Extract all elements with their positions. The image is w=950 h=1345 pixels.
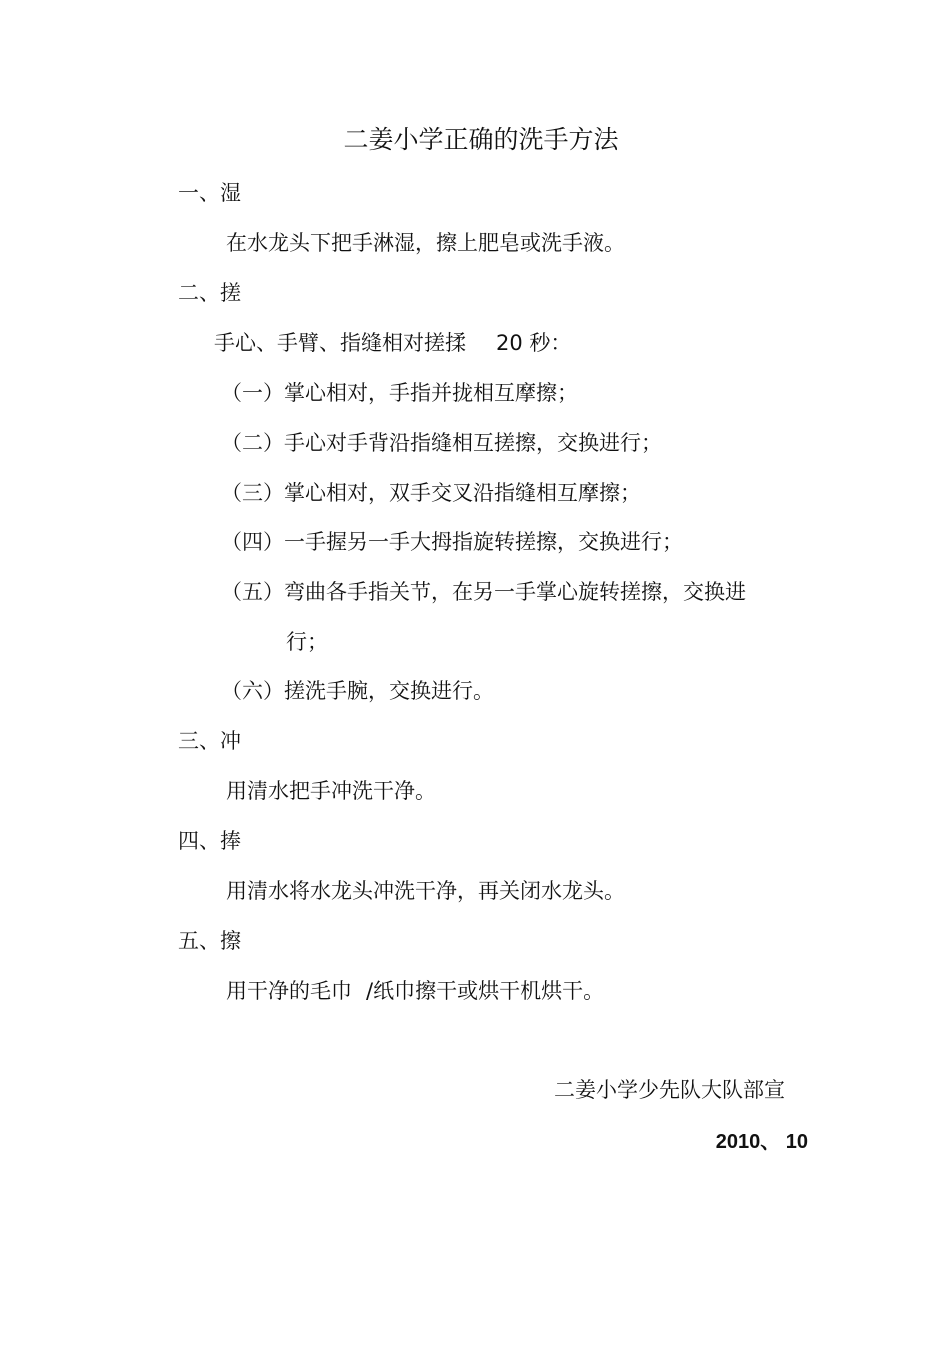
section-text-scoop: 用清水将水龙头冲洗干净，再关闭水龙头。 bbox=[226, 879, 625, 903]
section-heading-dry: 五、擦 bbox=[178, 929, 241, 953]
section-text-wet: 在水龙头下把手淋湿，擦上肥皂或洗手液。 bbox=[226, 231, 625, 255]
section-intro-rub-part-a: 手心、手臂、指缝相对搓揉 bbox=[214, 331, 466, 355]
rub-step-3: （三）掌心相对，双手交叉沿指缝相互摩擦； bbox=[221, 481, 641, 505]
section-heading-scoop: 四、捧 bbox=[178, 829, 241, 853]
signature: 二姜小学少先队大队部宣 bbox=[554, 1078, 785, 1102]
section-intro-rub-part-b: 20 秒： bbox=[496, 331, 572, 355]
rub-step-5-continuation: 行； bbox=[286, 630, 328, 654]
document-title: 二姜小学正确的洗手方法 bbox=[343, 125, 619, 154]
section-text-dry-part-a: 用干净的毛巾 bbox=[226, 979, 352, 1003]
section-text-dry bbox=[226, 978, 604, 1004]
section-text-dry-part-b: /纸巾擦干或烘干机烘干。 bbox=[366, 979, 605, 1003]
section-heading-rinse: 三、冲 bbox=[178, 729, 241, 753]
rub-step-6: （六）搓洗手腕，交换进行。 bbox=[221, 679, 494, 703]
section-intro-rub bbox=[214, 330, 571, 356]
section-text-rinse: 用清水把手冲洗干净。 bbox=[226, 779, 436, 803]
rub-step-1: （一）掌心相对，手指并拢相互摩擦； bbox=[221, 381, 578, 405]
rub-step-5: （五）弯曲各手指关节，在另一手掌心旋转搓擦，交换进 bbox=[221, 580, 746, 604]
rub-step-4: （四）一手握另一手大拇指旋转搓擦，交换进行； bbox=[221, 530, 683, 554]
section-heading-wet: 一、湿 bbox=[178, 181, 241, 205]
document-date: 2010、 10 bbox=[715, 1131, 808, 1153]
rub-step-2: （二）手心对手背沿指缝相互搓擦，交换进行； bbox=[221, 431, 662, 455]
section-heading-rub: 二、搓 bbox=[178, 281, 241, 305]
